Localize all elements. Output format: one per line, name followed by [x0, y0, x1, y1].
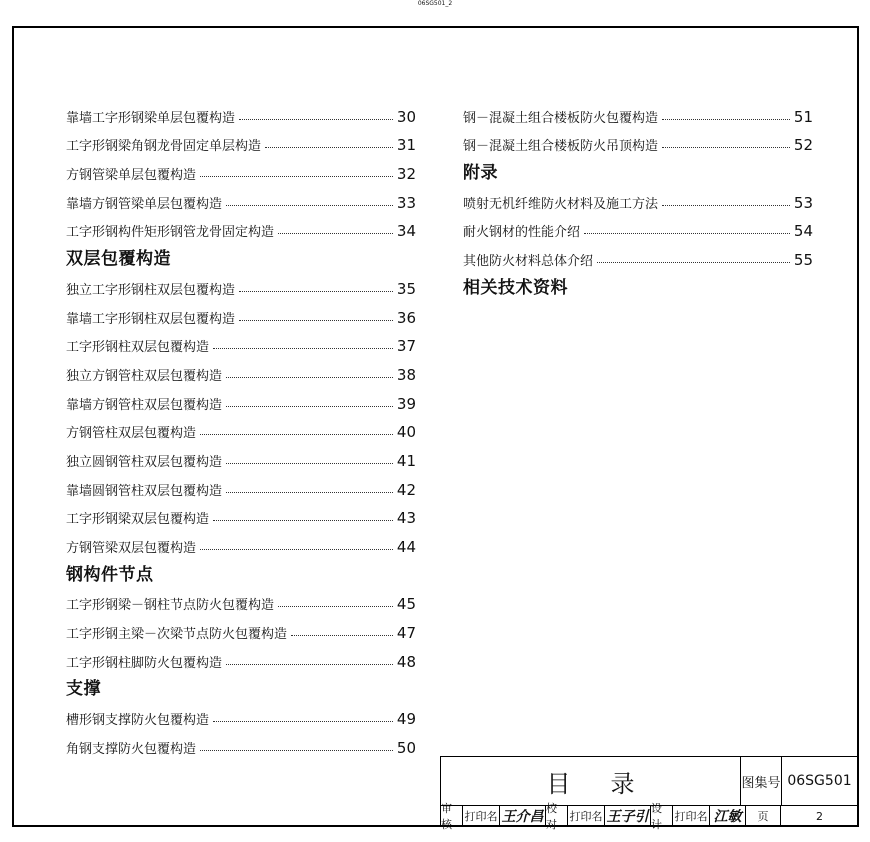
dot-leader [662, 147, 790, 148]
checker-signature: 王子引 [605, 805, 651, 827]
dot-leader [226, 406, 393, 407]
toc-entry-page: 51 [793, 107, 813, 126]
toc-entry-title: 方钢管梁双层包覆构造 [66, 541, 197, 556]
dot-leader [239, 119, 393, 120]
designer-signature: 江敏 [710, 805, 746, 827]
toc-entry[interactable] [66, 384, 416, 413]
toc-entry[interactable] [463, 126, 813, 155]
toc-entry-title: 耐火钢材的性能介绍 [463, 225, 581, 241]
dot-leader [200, 434, 393, 435]
toc-entry-page: 50 [396, 738, 416, 757]
atlas-number-label: 图集号 [741, 757, 782, 805]
toc-entry-title: 靠墙圆钢管柱双层包覆构造 [66, 483, 223, 499]
page-number: 2 [816, 809, 823, 823]
section-heading: 附录 [463, 163, 498, 184]
toc-entry-title: 工字形钢梁双层包覆构造 [66, 512, 210, 528]
toc-entry[interactable] [66, 413, 416, 442]
toc-entry-title: 工字形钢梁角钢龙骨固定单层构造 [66, 139, 262, 155]
toc-entry-page: 36 [396, 308, 416, 327]
toc-entry-page: 33 [396, 193, 416, 212]
dot-leader [239, 291, 393, 292]
dot-leader [226, 664, 393, 665]
check-label: 校对 [546, 805, 568, 827]
toc-entry[interactable] [66, 355, 416, 384]
toc-entry[interactable] [66, 699, 416, 728]
toc-entry[interactable] [66, 441, 416, 470]
toc-entry[interactable] [66, 499, 416, 528]
toc-entry-title: 方钢管柱双层包覆构造 [66, 426, 197, 442]
toc-entry[interactable] [66, 613, 416, 642]
toc-entry-page: 44 [396, 538, 416, 556]
toc-entry-page: 34 [396, 222, 416, 241]
dot-leader [226, 463, 393, 464]
design-label: 设计 [651, 805, 673, 827]
toc-entry-title: 工字形钢柱双层包覆构造 [66, 340, 210, 356]
dot-leader [239, 320, 393, 321]
toc-entry[interactable] [66, 642, 416, 671]
dot-leader [226, 377, 393, 378]
toc-entry-title: 钢－混凝土组合楼板防火包覆构造 [463, 110, 659, 126]
section-heading: 双层包覆构造 [66, 249, 171, 270]
toc-entry[interactable] [463, 240, 813, 269]
toc-entry-title: 方钢管梁单层包覆构造 [66, 168, 197, 184]
toc-entry-page: 32 [396, 165, 416, 184]
dot-leader [213, 721, 393, 722]
toc-entry-title: 钢－混凝土组合楼板防火吊顶构造 [463, 139, 659, 155]
toc-entry-title: 独立方钢管柱双层包覆构造 [66, 368, 223, 384]
reviewer-signature: 王介昌 [500, 805, 546, 827]
toc-entry[interactable] [463, 183, 813, 212]
section-heading: 支撑 [66, 679, 101, 700]
toc-entry-title: 独立工字形钢柱双层包覆构造 [66, 282, 236, 298]
toc-entry[interactable] [66, 269, 416, 298]
dot-leader [200, 750, 393, 751]
toc-entry-page: 45 [396, 595, 416, 614]
toc-entry[interactable] [66, 298, 416, 327]
toc-entry-title: 靠墙方钢管梁单层包覆构造 [66, 196, 223, 212]
toc-entry-page: 53 [793, 193, 813, 212]
toc-entry-page: 35 [396, 279, 416, 298]
toc-entry[interactable] [66, 585, 416, 614]
toc-entry-title: 靠墙方钢管柱双层包覆构造 [66, 397, 223, 413]
toc-entry-page: 41 [396, 451, 416, 470]
dot-leader [200, 549, 393, 550]
dot-leader [291, 635, 393, 636]
toc-entry-title: 工字形钢主梁－次梁节点防火包覆构造 [66, 627, 288, 643]
dot-leader [213, 520, 393, 521]
dot-leader [584, 233, 790, 234]
section-heading: 相关技术资料 [463, 277, 568, 298]
dot-leader [226, 492, 393, 493]
toc-entry[interactable] [66, 126, 416, 155]
toc-entry-page: 54 [793, 222, 813, 241]
title-block-sign-row [441, 802, 858, 831]
toc-entry-title: 靠墙工字形钢梁单层包覆构造 [66, 110, 236, 126]
title-block-top-row [441, 757, 858, 806]
page-label: 页 [746, 805, 781, 827]
toc-entry[interactable] [463, 97, 813, 126]
dot-leader [213, 348, 393, 349]
drawing-code-top: 06SG501_2 [417, 0, 453, 7]
toc-entry-page: 37 [396, 337, 416, 356]
dot-leader [265, 147, 393, 148]
dot-leader [278, 606, 393, 607]
review-label: 审核 [441, 805, 463, 827]
toc-entry[interactable] [66, 97, 416, 126]
toc-entry-title: 喷射无机纤维防火材料及施工方法 [463, 196, 659, 212]
dot-leader [597, 262, 790, 263]
title-block [440, 756, 859, 831]
toc-entry-page: 39 [396, 394, 416, 413]
toc-entry-page: 38 [396, 365, 416, 384]
toc-entry-page: 31 [396, 136, 416, 155]
toc-entry-title: 槽形钢支撑防火包覆构造 [66, 713, 210, 729]
toc-entry-page: 52 [793, 136, 813, 155]
page-title: 目录 [441, 757, 741, 805]
toc-entry[interactable] [66, 154, 416, 183]
dot-leader [662, 205, 790, 206]
toc-entry-title: 工字形钢构件矩形钢管龙骨固定构造 [66, 225, 275, 241]
toc-entry[interactable] [463, 212, 813, 241]
review-print-name-label: 打印名 [463, 805, 500, 827]
dot-leader [200, 176, 393, 177]
toc-entry-title: 靠墙工字形钢柱双层包覆构造 [66, 311, 236, 327]
toc-entry-page: 55 [793, 251, 813, 270]
toc-entry-title: 独立圆钢管柱双层包覆构造 [66, 454, 223, 470]
toc-entry[interactable] [66, 183, 416, 212]
dot-leader [662, 119, 790, 120]
toc-right-column [463, 97, 813, 298]
toc-entry[interactable] [66, 327, 416, 356]
dot-leader [278, 233, 393, 234]
check-print-name-label: 打印名 [568, 805, 605, 827]
dot-leader [226, 205, 393, 206]
toc-entry-page: 43 [396, 509, 416, 528]
toc-entry-page: 47 [396, 624, 416, 643]
toc-left-column [66, 97, 416, 757]
toc-entry[interactable] [66, 470, 416, 499]
toc-entry[interactable] [66, 527, 416, 556]
toc-entry-page: 48 [396, 652, 416, 671]
toc-entry[interactable] [66, 212, 416, 241]
toc-entry[interactable] [66, 728, 416, 757]
design-print-name-label: 打印名 [673, 805, 710, 827]
atlas-number: 06SG501 [787, 773, 852, 789]
toc-entry-title: 工字形钢梁－钢柱节点防火包覆构造 [66, 598, 275, 614]
section-heading: 钢构件节点 [66, 564, 154, 585]
toc-entry-page: 49 [396, 710, 416, 729]
toc-entry-page: 42 [396, 480, 416, 499]
toc-entry-title: 其他防火材料总体介绍 [463, 254, 594, 270]
toc-entry-page: 40 [396, 423, 416, 442]
toc-entry-page: 30 [396, 107, 416, 126]
toc-entry-title: 角钢支撑防火包覆构造 [66, 741, 197, 757]
toc-entry-title: 工字形钢柱脚防火包覆构造 [66, 655, 223, 671]
